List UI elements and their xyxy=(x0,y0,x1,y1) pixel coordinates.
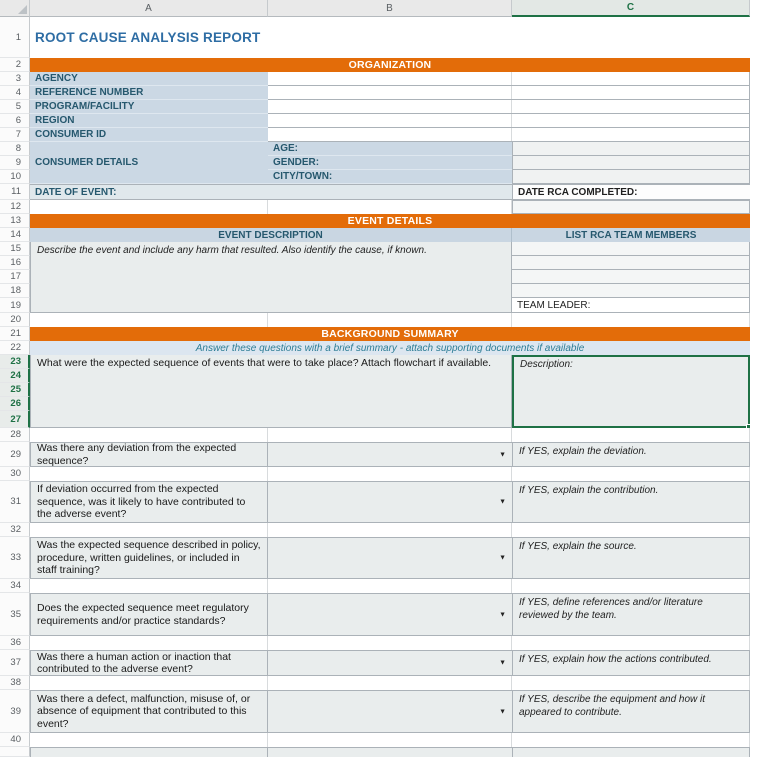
row-header-28[interactable]: 28 xyxy=(0,428,30,442)
row-header-1[interactable]: 1 xyxy=(0,17,30,58)
team-leader-label[interactable]: TEAM LEADER: xyxy=(512,298,750,313)
empty-cell[interactable] xyxy=(268,467,512,481)
column-header-C[interactable]: C xyxy=(512,0,750,17)
row-header-21[interactable]: 21 xyxy=(0,327,30,341)
hint-cell-39[interactable]: If YES, describe the equipment and how it appeared to contribute. xyxy=(512,690,750,733)
row-header-16[interactable]: 16 xyxy=(0,256,30,270)
question-row-35 xyxy=(30,593,750,636)
hint-cell-33[interactable]: If YES, explain the source. xyxy=(512,537,750,579)
gender-label: GENDER: xyxy=(268,156,512,170)
empty-cell[interactable] xyxy=(268,428,512,442)
team-members-list xyxy=(512,242,750,313)
city-town-input-cell[interactable] xyxy=(512,170,750,184)
row-header-12[interactable]: 12 xyxy=(0,200,30,214)
question-cell-29[interactable]: Was there any deviation from the expected sequence? xyxy=(30,442,268,467)
spacer-row-20 xyxy=(30,313,750,327)
dropdown-arrow-icon[interactable]: ▼ xyxy=(499,659,506,667)
spacer-row-36 xyxy=(30,636,750,650)
title-row xyxy=(30,17,750,58)
empty-cell[interactable] xyxy=(512,676,750,690)
field-row-program-facility xyxy=(30,100,750,114)
team-member-input-cell[interactable] xyxy=(512,242,750,256)
instruction-row: Answer these questions with a brief summary - attach supporting documents if available xyxy=(30,341,750,355)
spacer-row-38 xyxy=(30,676,750,690)
empty-cell[interactable] xyxy=(30,467,268,481)
row-header-29[interactable]: 29 xyxy=(0,442,30,467)
question-row-31 xyxy=(30,481,750,523)
dropdown-arrow-icon[interactable]: ▼ xyxy=(499,708,506,715)
consumer-sub-inputs xyxy=(512,142,750,184)
empty-cell[interactable] xyxy=(512,523,750,537)
row-header-25[interactable]: 25 xyxy=(0,383,30,397)
select-all-corner[interactable] xyxy=(0,0,30,17)
empty-cell[interactable] xyxy=(268,733,512,747)
agency-input-cell[interactable] xyxy=(268,72,750,86)
program-facility-label: PROGRAM/FACILITY xyxy=(30,100,268,114)
empty-cell[interactable] xyxy=(268,313,512,327)
region-input-cell[interactable] xyxy=(268,114,750,128)
empty-cell[interactable] xyxy=(512,428,750,442)
selection-fill-handle[interactable] xyxy=(746,424,750,428)
hint-cell-29[interactable]: If YES, explain the deviation. xyxy=(512,442,750,467)
dropdown-cell-33[interactable] xyxy=(268,537,512,579)
page-title: ROOT CAUSE ANALYSIS REPORT xyxy=(35,30,261,45)
row-header-9[interactable]: 9 xyxy=(0,156,30,170)
column-header-A[interactable]: A xyxy=(30,0,268,17)
gridline-divider xyxy=(268,128,512,141)
row-header-30[interactable]: 30 xyxy=(0,467,30,481)
question-cell-35[interactable]: Does the expected sequence meet regulatory requirements and/or practice standards? xyxy=(30,593,268,636)
age-input-cell[interactable] xyxy=(512,142,750,156)
consumer-details-label: CONSUMER DETAILS xyxy=(30,142,268,184)
age-label: AGE: xyxy=(268,142,512,156)
dropdown-arrow-icon[interactable]: ▼ xyxy=(499,498,506,506)
empty-cell[interactable] xyxy=(268,200,512,214)
date-rca-input-cell[interactable] xyxy=(512,200,750,214)
dropdown-cell-partial[interactable] xyxy=(268,747,512,757)
team-members-header: LIST RCA TEAM MEMBERS xyxy=(512,228,750,242)
question-cell-23[interactable]: What were the expected sequence of events that were to take place? Attach flowchart if available. xyxy=(30,355,512,428)
empty-cell[interactable] xyxy=(30,428,268,442)
empty-cell[interactable] xyxy=(512,313,750,327)
empty-cell[interactable] xyxy=(30,636,268,650)
row-header-2[interactable]: 2 xyxy=(0,58,30,72)
column-header-bar xyxy=(0,0,782,17)
question-row-29 xyxy=(30,442,750,467)
city-town-label: CITY/TOWN: xyxy=(268,170,512,184)
sheet-grid xyxy=(30,17,750,757)
dropdown-cell-39[interactable] xyxy=(268,690,512,733)
empty-cell[interactable] xyxy=(30,579,268,593)
row-header-14[interactable]: 14 xyxy=(0,228,30,242)
organization-banner: ORGANIZATION xyxy=(30,58,750,72)
dropdown-arrow-icon[interactable]: ▼ xyxy=(499,554,506,562)
row-header-17[interactable]: 17 xyxy=(0,270,30,284)
date-row xyxy=(30,184,750,200)
empty-cell[interactable] xyxy=(268,636,512,650)
row-header-27[interactable]: 27 xyxy=(0,411,30,428)
team-member-input-cell[interactable] xyxy=(512,270,750,284)
row-header-19[interactable]: 19 xyxy=(0,298,30,313)
empty-cell[interactable] xyxy=(268,676,512,690)
question-cell-31[interactable]: If deviation occurred from the expected sequence, was it likely to have contributed to the adverse event? xyxy=(30,481,268,523)
dropdown-arrow-icon[interactable]: ▼ xyxy=(499,451,506,458)
event-description-block xyxy=(30,242,750,313)
background-summary-banner: BACKGROUND SUMMARY xyxy=(30,327,750,341)
gender-input-cell[interactable] xyxy=(512,156,750,170)
row-header-10[interactable]: 10 xyxy=(0,170,30,184)
row-header-15[interactable]: 15 xyxy=(0,242,30,256)
dropdown-cell-29[interactable] xyxy=(268,442,512,467)
row-header-18[interactable]: 18 xyxy=(0,284,30,298)
row-header-34[interactable]: 34 xyxy=(0,579,30,593)
dropdown-cell-31[interactable] xyxy=(268,481,512,523)
question-cell-33[interactable]: Was the expected sequence described in policy, procedure, written guidelines, or included in staff training? xyxy=(30,537,268,579)
consumer-details-rows xyxy=(30,142,750,184)
empty-cell[interactable] xyxy=(512,636,750,650)
hint-cell-31[interactable]: If YES, explain the contribution. xyxy=(512,481,750,523)
empty-cell[interactable] xyxy=(30,200,268,214)
hint-cell-partial[interactable] xyxy=(512,747,750,757)
question-row-37 xyxy=(30,650,750,676)
dropdown-cell-37[interactable] xyxy=(268,650,512,676)
spacer-row-30 xyxy=(30,467,750,481)
description-hint: Description: xyxy=(520,359,573,370)
row-header-20[interactable]: 20 xyxy=(0,313,30,327)
hint-cell-35[interactable]: If YES, define references and/or literature reviewed by the team. xyxy=(512,593,750,636)
row-header-31[interactable]: 31 xyxy=(0,481,30,523)
row-header-6[interactable]: 6 xyxy=(0,114,30,128)
reference-number-input-cell[interactable] xyxy=(268,86,750,100)
row-header-38[interactable]: 38 xyxy=(0,676,30,690)
row-header-5[interactable]: 5 xyxy=(0,100,30,114)
row-header-26[interactable]: 26 xyxy=(0,397,30,411)
empty-cell[interactable] xyxy=(30,313,268,327)
field-row-region xyxy=(30,114,750,128)
empty-cell[interactable] xyxy=(512,579,750,593)
row-header-35[interactable]: 35 xyxy=(0,593,30,636)
row-header-39[interactable]: 39 xyxy=(0,690,30,733)
question-block-23 xyxy=(30,355,750,428)
consumer-sub-labels xyxy=(268,142,512,184)
row-header-11[interactable]: 11 xyxy=(0,184,30,200)
empty-cell[interactable] xyxy=(268,523,512,537)
empty-cell[interactable] xyxy=(512,467,750,481)
field-row-consumer-id xyxy=(30,128,750,142)
dropdown-arrow-icon[interactable]: ▼ xyxy=(499,611,506,618)
row-header-partial[interactable] xyxy=(0,747,30,757)
event-description-header: EVENT DESCRIPTION xyxy=(30,228,512,242)
spacer-row-28 xyxy=(30,428,750,442)
partial-question-row xyxy=(30,747,750,757)
row-header-8[interactable]: 8 xyxy=(0,142,30,156)
dropdown-cell-35[interactable] xyxy=(268,593,512,636)
select-all-triangle-icon xyxy=(18,5,27,14)
question-cell-39[interactable]: Was there a defect, malfunction, misuse of, or absence of equipment that contributed to this event? xyxy=(30,690,268,733)
spacer-row-34 xyxy=(30,579,750,593)
team-member-input-cell[interactable] xyxy=(512,256,750,270)
question-cell-37[interactable]: Was there a human action or inaction that contributed to the adverse event? xyxy=(30,650,268,676)
column-header-B[interactable]: B xyxy=(268,0,512,17)
consumer-id-label: CONSUMER ID xyxy=(30,128,268,142)
question-cell-partial[interactable] xyxy=(30,747,268,757)
row-header-40[interactable]: 40 xyxy=(0,733,30,747)
team-member-input-cell[interactable] xyxy=(512,284,750,298)
row-header-36[interactable]: 36 xyxy=(0,636,30,650)
row-header-37[interactable]: 37 xyxy=(0,650,30,676)
spacer-row-32 xyxy=(30,523,750,537)
event-details-banner: EVENT DETAILS xyxy=(30,214,750,228)
field-row-agency xyxy=(30,72,750,86)
hint-cell-37[interactable]: If YES, explain how the actions contributed. xyxy=(512,650,750,676)
question-row-33 xyxy=(30,537,750,579)
row-header-gutter xyxy=(0,17,30,757)
spacer-row-40 xyxy=(30,733,750,747)
selected-description-cell[interactable] xyxy=(512,355,750,428)
section-header-row xyxy=(30,228,750,242)
empty-cell[interactable] xyxy=(30,523,268,537)
question-row-39 xyxy=(30,690,750,733)
program-facility-input-cell[interactable] xyxy=(268,100,750,114)
empty-cell[interactable] xyxy=(512,733,750,747)
gridline-divider xyxy=(268,86,512,99)
event-description-cell[interactable]: Describe the event and include any harm that resulted. Also identify the cause, if known. xyxy=(30,242,512,313)
empty-cell[interactable] xyxy=(30,676,268,690)
gridline-divider xyxy=(268,72,512,85)
field-row-reference-number xyxy=(30,86,750,100)
row-header-7[interactable]: 7 xyxy=(0,128,30,142)
empty-cell[interactable] xyxy=(30,733,268,747)
row-header-22[interactable]: 22 xyxy=(0,341,30,355)
region-label: REGION xyxy=(30,114,268,128)
gridline-divider xyxy=(268,114,512,127)
consumer-id-input-cell[interactable] xyxy=(268,128,750,142)
date-rca-completed-label[interactable]: DATE RCA COMPLETED: xyxy=(512,185,750,199)
empty-cell[interactable] xyxy=(268,579,512,593)
agency-label: AGENCY xyxy=(30,72,268,86)
row-header-4[interactable]: 4 xyxy=(0,86,30,100)
date-of-event-label[interactable]: DATE OF EVENT: xyxy=(30,185,512,199)
row-header-32[interactable]: 32 xyxy=(0,523,30,537)
row-header-13[interactable]: 13 xyxy=(0,214,30,228)
gridline-divider xyxy=(268,100,512,113)
row-header-33[interactable]: 33 xyxy=(0,537,30,579)
row-header-23[interactable]: 23 xyxy=(0,355,30,369)
spacer-row-12 xyxy=(30,200,750,214)
row-header-24[interactable]: 24 xyxy=(0,369,30,383)
row-header-3[interactable]: 3 xyxy=(0,72,30,86)
reference-number-label: REFERENCE NUMBER xyxy=(30,86,268,100)
